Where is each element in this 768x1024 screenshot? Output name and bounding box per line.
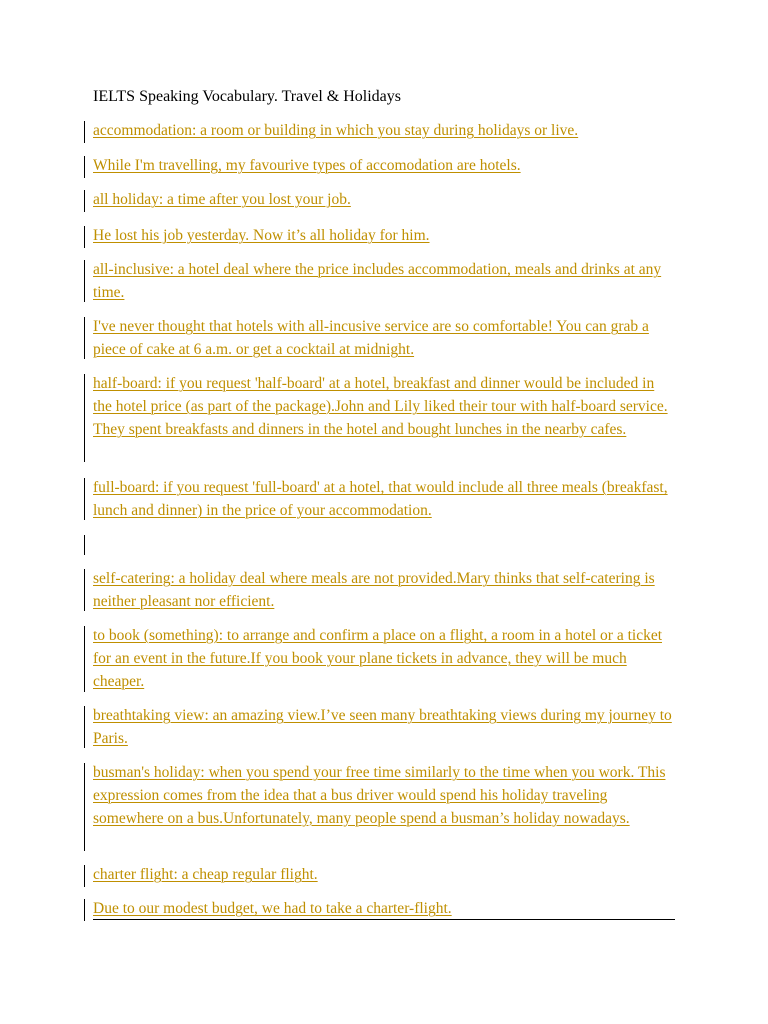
change-bar (84, 374, 85, 462)
paragraph-text: I've never thought that hotels with all-incusive service are so comfortable! You can grab a piece of cake at 6 a.m. or get a cocktail at midnight. (93, 318, 649, 358)
paragraph-all-inclusive-definition (93, 259, 677, 305)
change-bar (84, 535, 85, 555)
paragraph-text: full-board: if you request 'full-board' at a hotel, that would include all three meals (breakfast, lunch and dinner) in the price of your accommodation. (93, 479, 668, 519)
paragraph-to-book (93, 625, 677, 693)
paragraph-text: Due to our modest budget, we had to take a charter-flight. (93, 900, 452, 917)
paragraph-charter-flight-example (93, 898, 677, 921)
paragraph-text: to book (something): to arrange and confirm a place on a flight, a room in a hotel or a ticket for an event in the future.If you book your plane tickets in advance, they will be much cheaper. (93, 627, 663, 690)
bottom-rule (93, 919, 675, 920)
paragraph-text: accommodation: a room or building in which you stay during holidays or live. (93, 122, 579, 139)
change-bar (84, 226, 85, 248)
paragraph-text: charter flight: a cheap regular flight. (93, 866, 318, 883)
paragraph-all-inclusive-example (93, 316, 677, 362)
paragraph-text: He lost his job yesterday. Now it’s all holiday for him. (93, 227, 430, 244)
paragraph-accommodation-example (93, 155, 677, 178)
change-bar (84, 763, 85, 851)
paragraph-text: While I'm travelling, my favourive types of accomodation are hotels. (93, 157, 521, 174)
paragraph-text: all-inclusive: a hotel deal where the price includes accommodation, meals and drinks at any time. (93, 261, 662, 301)
document-title: IELTS Speaking Vocabulary. Travel & Holidays (93, 88, 401, 105)
change-bar (84, 156, 85, 178)
paragraph-busmans-holiday (93, 762, 677, 830)
change-bar (84, 260, 85, 302)
change-bar (84, 569, 85, 611)
paragraph-full-board (93, 477, 677, 523)
change-bar (84, 626, 85, 692)
paragraph-text: busman's holiday: when you spend your free time similarly to the time when you work. This expression comes from the idea that a bus driver would spend his holiday traveling somewhere on a bus.Unfortunately, many people spend a busman’s holiday nowadays. (93, 764, 666, 827)
paragraph-self-catering (93, 568, 677, 614)
change-bar (84, 121, 85, 143)
paragraph-text: breathtaking view: an amazing view.I’ve seen many breathtaking views during my journey to Paris. (93, 707, 672, 747)
change-bar (84, 865, 85, 887)
paragraph-accommodation-definition (93, 120, 677, 143)
change-bar (84, 899, 85, 921)
paragraph-text: self-catering: a holiday deal where meals are not provided.Mary thinks that self-catering is neither pleasant nor efficient. (93, 570, 655, 610)
paragraph-text: half-board: if you request 'half-board' at a hotel, breakfast and dinner would be included in the hotel price (as part of the package).John and Lily liked their tour with half-board service. They spent breakfasts and dinners in the hotel and bought lunches in the nearby cafes. (93, 375, 668, 438)
paragraph-breathtaking-view (93, 705, 677, 751)
paragraph-half-board (93, 373, 677, 441)
change-bar (84, 706, 85, 748)
paragraph-charter-flight-definition (93, 864, 677, 887)
change-bar (84, 478, 85, 520)
paragraph-all-holiday-example (93, 225, 677, 248)
paragraph-text: all holiday: a time after you lost your job. (93, 191, 351, 208)
paragraph-all-holiday-definition (93, 189, 677, 212)
change-bar (84, 190, 85, 212)
change-bar (84, 317, 85, 359)
